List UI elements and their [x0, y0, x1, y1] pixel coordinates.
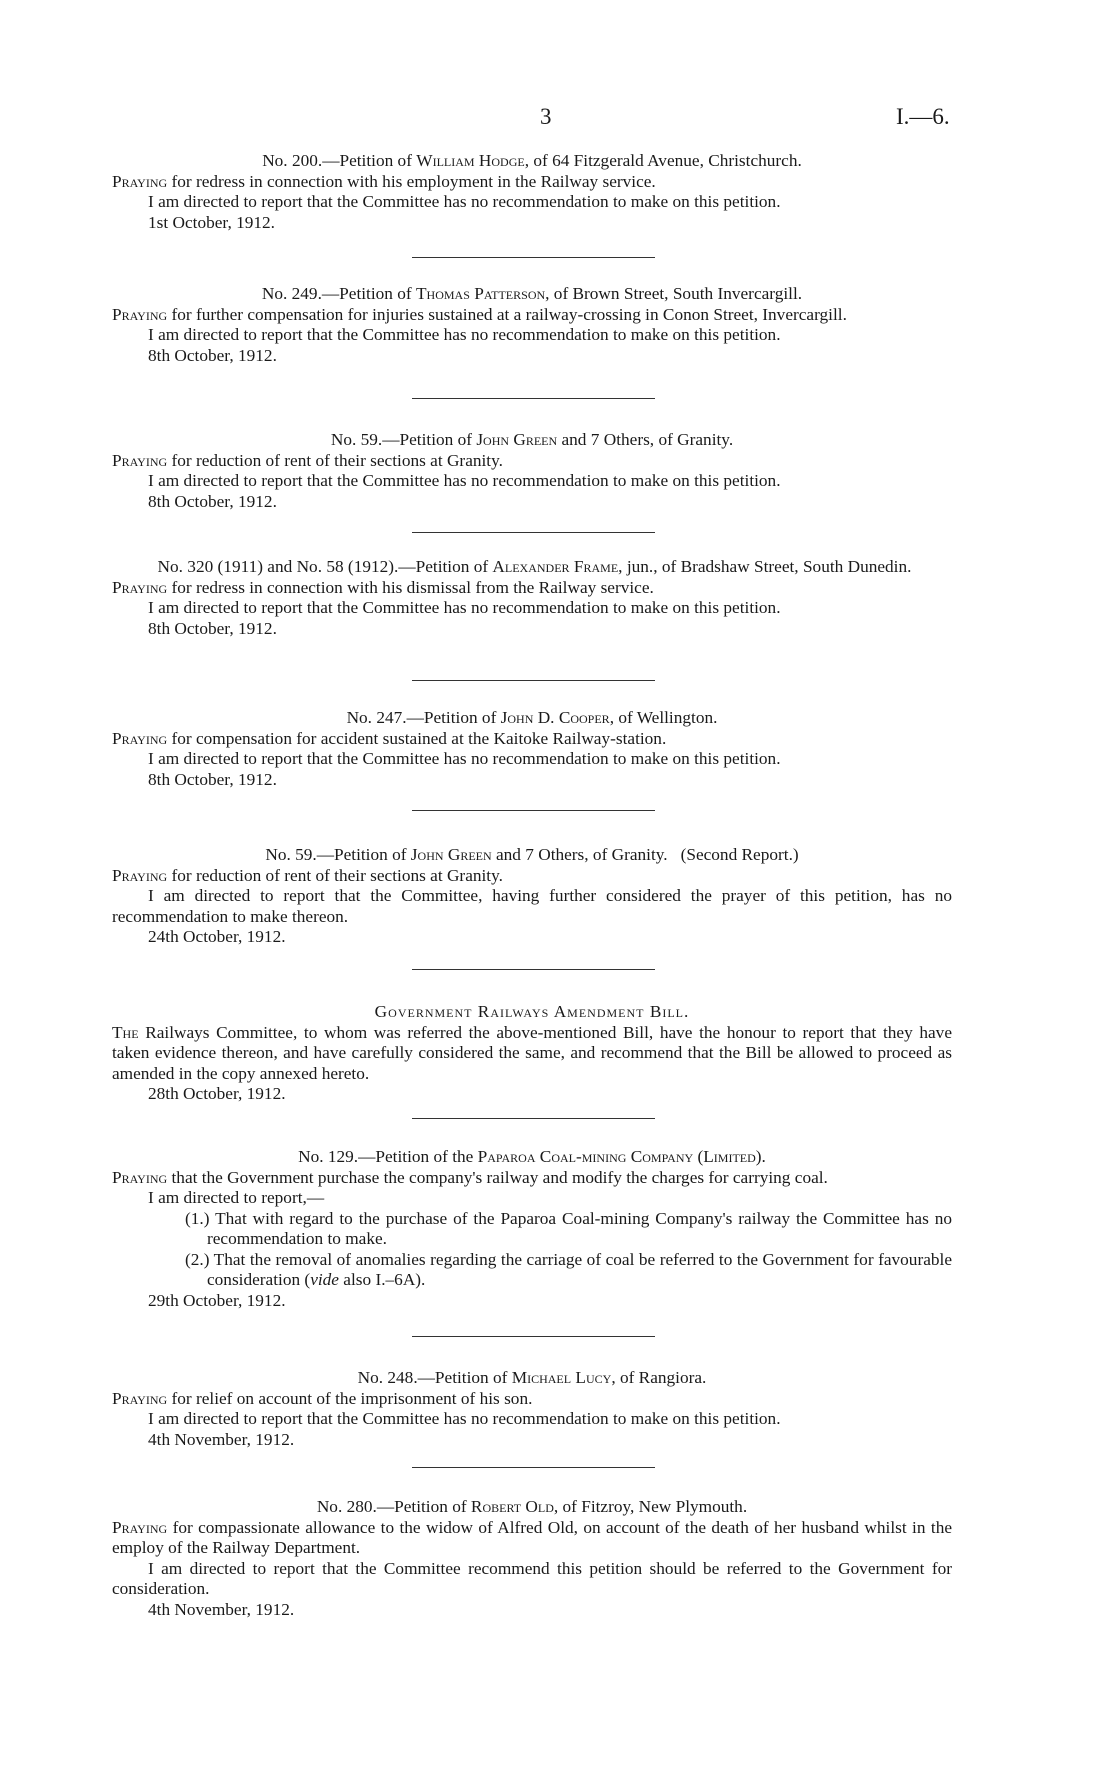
report-paragraph: I am directed to report that the Committee recommend this petition should be referred to the Government for consideration.: [112, 1558, 952, 1598]
report-date: 4th November, 1912.: [148, 1429, 295, 1449]
petition-title: No. 249.—Petition of Thomas Patterson, of Brown Street, South Invercargill.: [261, 284, 803, 303]
praying-paragraph: Praying for reduction of rent of their sections at Granity.: [112, 865, 503, 885]
section-divider: [412, 398, 655, 399]
report-paragraph: I am directed to report that the Committee has no recommendation to make on this petition.: [148, 192, 781, 211]
bill-report: [112, 1002, 952, 1105]
petition-entry: [112, 1147, 952, 1311]
praying-paragraph: Praying for further compensation for injuries sustained at a railway-crossing in Conon Street, Invercargill.: [112, 304, 847, 324]
section-divider: [412, 1118, 655, 1119]
document-reference: I.—6.: [896, 104, 950, 129]
report-paragraph: I am directed to report that the Committee has no recommendation to make on this petition.: [148, 471, 781, 490]
bill-title: Government Railways Amendment Bill.: [374, 1002, 690, 1021]
report-date: 28th October, 1912.: [148, 1084, 286, 1103]
section-divider: [412, 969, 655, 970]
praying-paragraph: Praying that the Government purchase the company's railway and modify the charges for carrying coal.: [112, 1167, 828, 1187]
report-date: 24th October, 1912.: [148, 927, 286, 946]
petition-entry: [112, 557, 952, 639]
section-divider: [412, 680, 655, 681]
petition-title: No. 200.—Petition of William Hodge, of 64 Fitzgerald Avenue, Christchurch.: [262, 151, 802, 170]
praying-paragraph: Praying for relief on account of the imprisonment of his son.: [112, 1388, 533, 1408]
report-date: 8th October, 1912.: [148, 345, 277, 365]
page-number: 3: [540, 104, 552, 129]
section-divider: [412, 810, 655, 811]
petition-title: No. 320 (1911) and No. 58 (1912).—Petition of Alexander Frame, jun., of Bradshaw Street, South Dunedin.: [157, 557, 912, 576]
praying-paragraph: Praying for compensation for accident sustained at the Kaitoke Railway-station.: [112, 728, 667, 748]
petition-entry: [112, 1368, 952, 1450]
section-divider: [412, 257, 655, 258]
report-paragraph: I am directed to report that the Committee has no recommendation to make on this petition.: [148, 598, 781, 617]
petition-entry: [112, 845, 952, 948]
report-date: 8th October, 1912.: [148, 769, 277, 789]
petition-entry: [112, 430, 952, 512]
report-date: 29th October, 1912.: [148, 1290, 286, 1310]
section-divider: [412, 532, 655, 533]
petition-title: No. 129.—Petition of the Paparoa Coal-mining Company (Limited).: [298, 1147, 766, 1166]
report-paragraph: I am directed to report that the Committee has no recommendation to make on this petition.: [148, 749, 781, 768]
petition-entry: [112, 1497, 952, 1620]
report-item: (1.) That with regard to the purchase of the Paparoa Coal-mining Company's railway the Committee has no recommendation to make.: [185, 1208, 952, 1248]
petition-entry: [112, 284, 952, 366]
petition-title: No. 59.—Petition of John Green and 7 Others, of Granity.: [330, 430, 734, 449]
report-date: 8th October, 1912.: [148, 618, 277, 638]
report-date: 8th October, 1912.: [148, 491, 277, 511]
report-paragraph: I am directed to report that the Committee, having further considered the prayer of this petition, has no recommendation to make thereon.: [112, 886, 952, 926]
section-divider: [412, 1336, 655, 1337]
petition-entry: [112, 708, 952, 790]
report-date: 4th November, 1912.: [148, 1599, 295, 1619]
report-paragraph: I am directed to report that the Committee has no recommendation to make on this petition.: [148, 1409, 781, 1428]
bill-paragraph: The Railways Committee, to whom was referred the above-mentioned Bill, have the honour to report that they have taken evidence thereon, and have carefully considered the same, and recommend that the Bill be allowed to proceed as amended in the copy annexed hereto.: [112, 1022, 952, 1083]
report-date: 1st October, 1912.: [148, 212, 275, 232]
petition-title: No. 280.—Petition of Robert Old, of Fitzroy, New Plymouth.: [316, 1497, 748, 1516]
petition-title: No. 59.—Petition of John Green and 7 Others, of Granity. (Second Report.): [265, 845, 799, 864]
praying-paragraph: Praying for compassionate allowance to the widow of Alfred Old, on account of the death of her husband whilst in the employ of the Railway Department.: [112, 1517, 952, 1557]
report-paragraph: I am directed to report that the Committee has no recommendation to make on this petition.: [148, 325, 781, 344]
report-item: (2.) That the removal of anomalies regarding the carriage of coal be referred to the Government for favourable consideration (vide also I.–6A).: [185, 1249, 952, 1289]
petition-entry: [112, 151, 952, 233]
praying-paragraph: Praying for redress in connection with his employment in the Railway service.: [112, 171, 656, 191]
praying-paragraph: Praying for reduction of rent of their sections at Granity.: [112, 450, 503, 470]
petition-title: No. 248.—Petition of Michael Lucy, of Rangiora.: [357, 1368, 707, 1387]
petition-title: No. 247.—Petition of John D. Cooper, of Wellington.: [346, 708, 718, 727]
praying-paragraph: Praying for redress in connection with his dismissal from the Railway service.: [112, 577, 654, 597]
report-intro: I am directed to report,—: [148, 1188, 325, 1207]
section-divider: [412, 1467, 655, 1468]
